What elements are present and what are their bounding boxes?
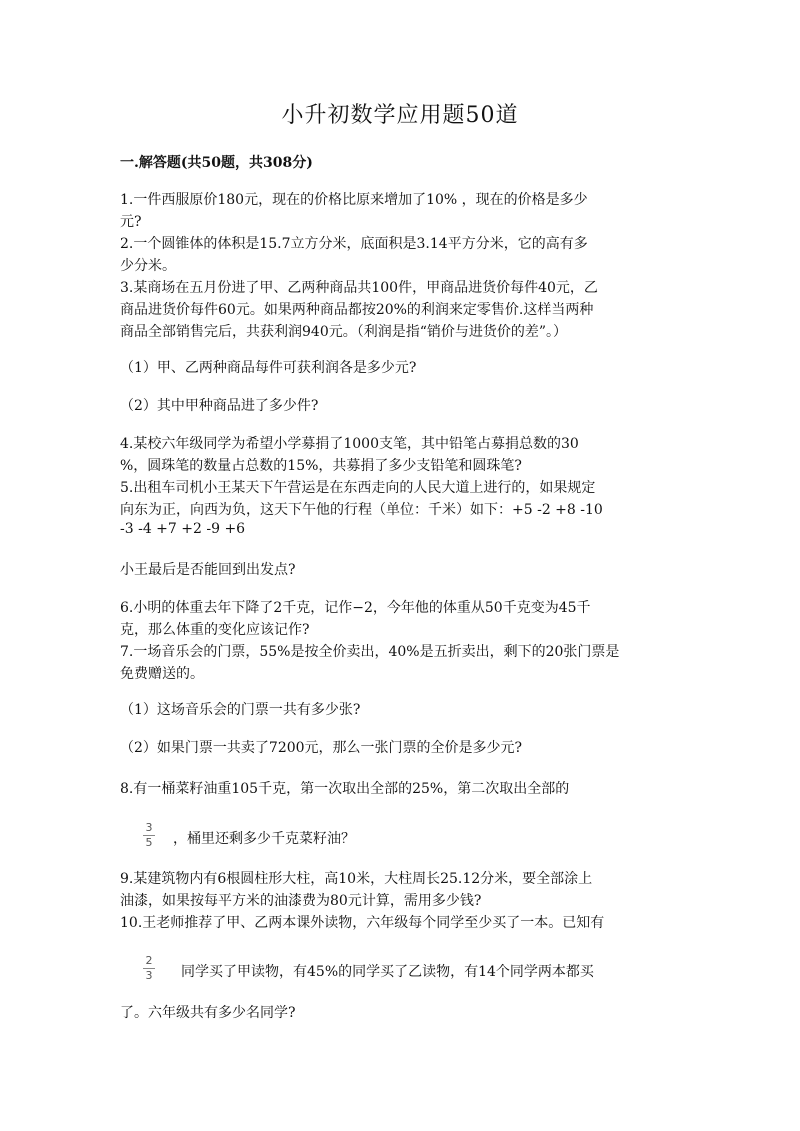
sub-question: （1）甲、乙两种商品每件可获利润各是多少元?: [120, 360, 417, 376]
text-line: -3 -4 +7 +2 -9 +6: [120, 521, 246, 537]
section-heading: 一.解答题(共50题，共308分): [120, 155, 313, 171]
text-line: 商品全部销售完后，共获利润940元。（利润是指“销价与进货价的差”。）: [120, 324, 568, 340]
sub-question: （1）这场音乐会的门票一共有多少张?: [120, 702, 361, 718]
text-line: %，圆珠笔的数量占总数的15%，共募捐了多少支铅笔和圆珠笔?: [120, 458, 522, 474]
sub-question: （2）如果门票一共卖了7200元，那么一张门票的全价是多少元?: [120, 740, 523, 756]
text-line: 9.某建筑物内有6根圆柱形大柱，高10米，大柱周长25.12分米，要全部涂上: [120, 871, 593, 887]
fraction-two-thirds: 2 3: [143, 955, 155, 982]
text-line: 小王最后是否能回到出发点?: [120, 562, 296, 578]
text-line: 2.一个圆锥体的体积是15.7立方分米，底面积是3.14平方分米，它的高有多: [120, 236, 588, 252]
text-line: 克，那么体重的变化应该记作?: [120, 622, 310, 638]
text-line: 元?: [120, 214, 142, 230]
text-line: 8.有一桶菜籽油重105千克，第一次取出全部的25%，第二次取出全部的: [120, 781, 570, 797]
text-line: 商品进货价每件60元。如果两种商品都按20%的利润来定零售价.这样当两种: [120, 302, 594, 318]
text-line: 5.出租车司机小王某天下午营运是在东西走向的人民大道上进行的，如果规定: [120, 480, 596, 496]
sub-question: （2）其中甲种商品进了多少件?: [120, 398, 319, 414]
text-line: 少分米。: [120, 258, 176, 274]
text-line: 10.王老师推荐了甲、乙两本课外读物，六年级每个同学至少买了一本。已知有: [120, 915, 605, 931]
page-title: 小升初数学应用题50道: [281, 103, 519, 128]
fraction-note: ，桶里还剩多少千克菜籽油？: [173, 831, 355, 847]
text-line: 油漆，如果按每平方米的油漆费为80元计算，需用多少钱?: [120, 893, 482, 909]
fraction-note: 同学买了甲读物，有45%的同学买了乙读物，有14个同学两本都买: [181, 964, 594, 980]
text-line: 1.一件西服原价180元，现在的价格比原来增加了10% ，现在的价格是多少: [120, 192, 588, 208]
text-line: 向东为正，向西为负，这天下午他的行程（单位：千米）如下：+5 -2 +8 -10: [120, 502, 603, 518]
fraction-three-fifths: 3 5: [143, 822, 155, 849]
text-line: 了。六年级共有多少名同学?: [120, 1005, 296, 1021]
text-line: 4.某校六年级同学为希望小学募捐了1000支笔，其中铅笔占募捐总数的30: [120, 436, 579, 452]
text-line: 6.小明的体重去年下降了2千克，记作−2，今年他的体重从50千克变为45千: [120, 600, 591, 616]
text-line: 免费赠送的。: [120, 666, 204, 682]
text-line: 3.某商场在五月份进了甲、乙两种商品共100件，甲商品进货价每件40元，乙: [120, 280, 598, 296]
text-line: 7.一场音乐会的门票，55%是按全价卖出，40%是五折卖出，剩下的20张门票是: [120, 644, 620, 660]
